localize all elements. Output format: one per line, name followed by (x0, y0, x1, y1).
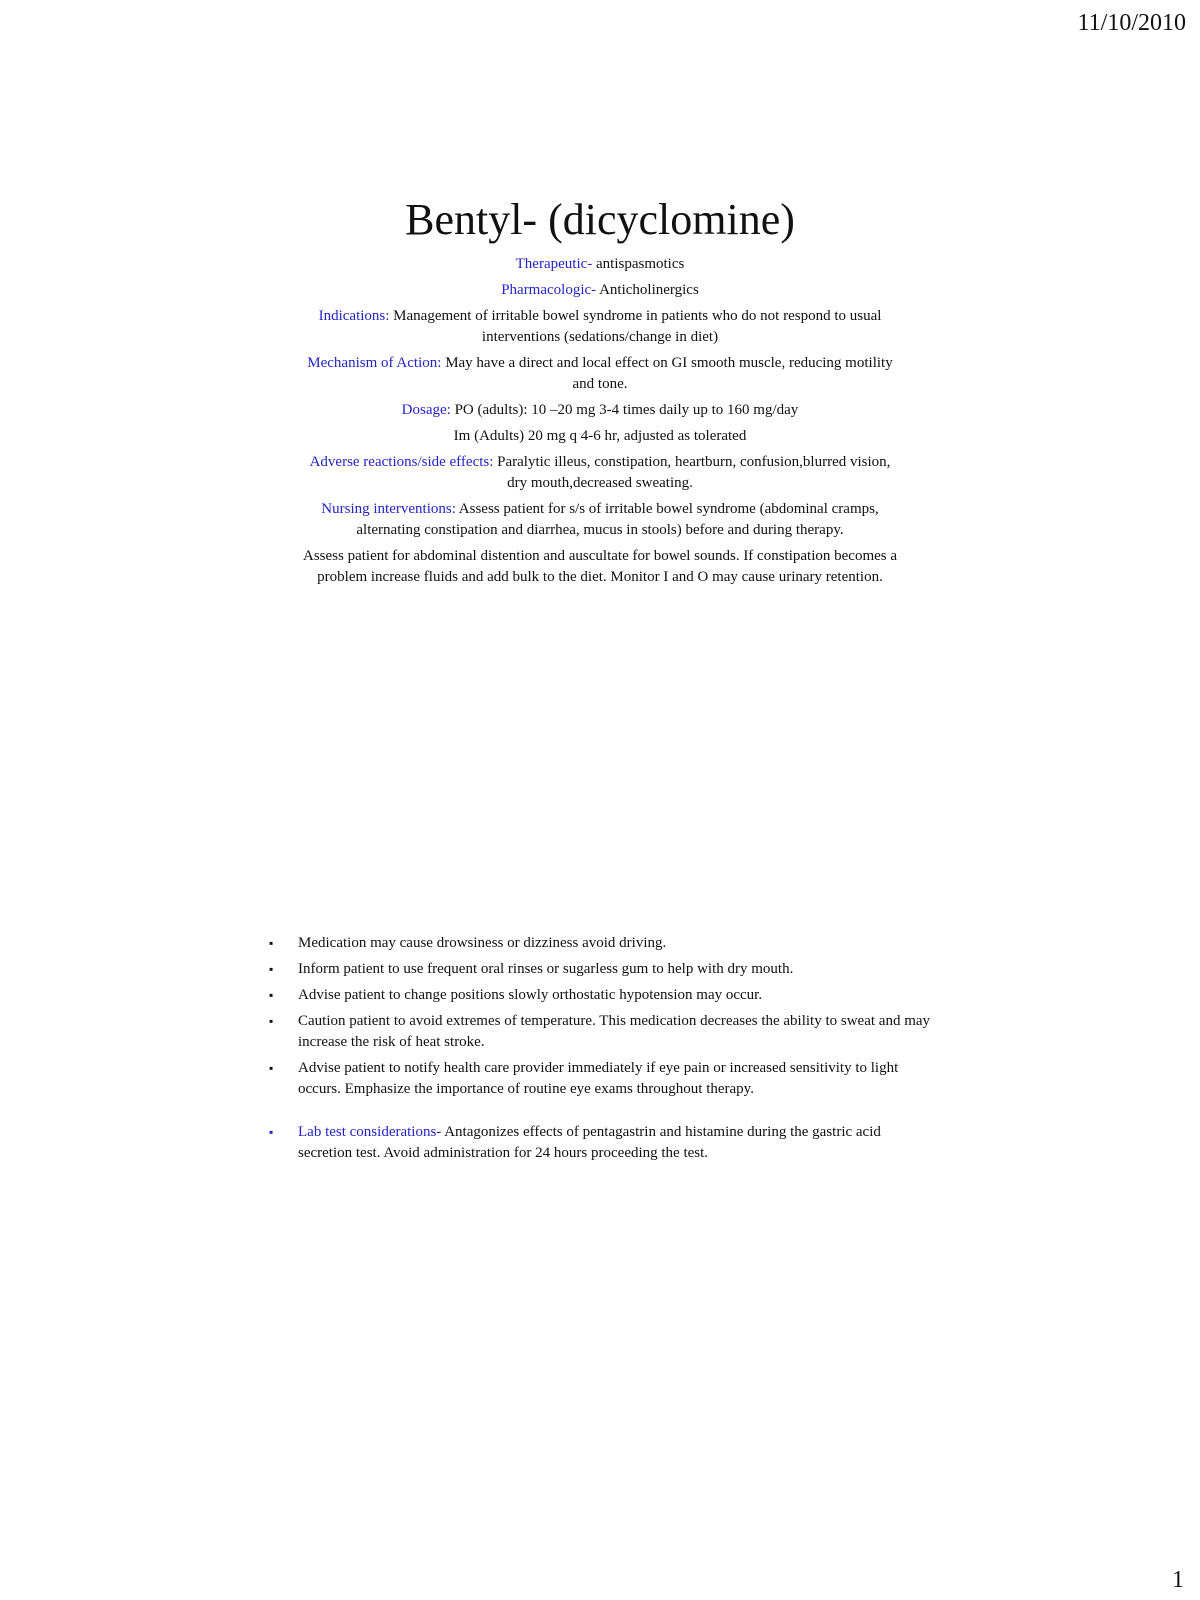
mechanism-label: Mechanism of Action: (307, 355, 442, 372)
bullet-icon: ▪ (269, 988, 274, 1002)
therapeutic-text: antispasmotics (592, 256, 685, 273)
list-item (262, 1011, 932, 1053)
adverse-text: Paralytic illeus, constipation, heartburn, confusion,blurred vision, dry mouth,decreased sweating. (493, 454, 891, 492)
assess-paragraph: Assess patient for abdominal distention and auscultate for bowel sounds. If constipation becomes a problem increase fluids and add bulk to the diet. Monitor I and O may cause urinary retention. (302, 548, 898, 586)
nursing-label: Nursing interventions: (321, 501, 456, 518)
slide-title: Bentyl- (dicyclomine) (405, 195, 795, 244)
page-date: 11/10/2010 (1077, 10, 1186, 36)
list-item (262, 1058, 932, 1100)
bullet-icon: ▪ (269, 962, 274, 976)
lab-test-item (262, 1122, 932, 1164)
list-item-text: Advise patient to notify health care provider immediately if eye pain or increased sensitivity to light occurs. Emphasize the importance of routine eye exams throughout therapy. (298, 1060, 899, 1097)
adverse-label: Adverse reactions/side effects: (309, 454, 494, 471)
adverse-paragraph (300, 452, 900, 494)
list-item-text: Inform patient to use frequent oral rinses or sugarless gum to help with dry mouth. (298, 961, 794, 977)
indications-paragraph (300, 306, 900, 348)
page-number: 1 (1172, 1567, 1184, 1593)
list-item (262, 985, 932, 1006)
list-item-text: Caution patient to avoid extremes of temperature. This medication decreases the ability to sweat and may increase the risk of heat stroke. (298, 1013, 931, 1050)
bullet-icon: ▪ (269, 1125, 274, 1139)
slide-1 (300, 196, 900, 593)
dosage-text: PO (adults): 10 –20 mg 3-4 times daily up to 160 mg/day (450, 402, 799, 419)
mechanism-text: May have a direct and local effect on GI smooth muscle, reducing motility and tone. (441, 355, 893, 393)
bullet-icon: ▪ (269, 1061, 274, 1075)
bullet-icon: ▪ (269, 1014, 274, 1028)
indications-label: Indications: (318, 308, 390, 325)
therapeutic-label: Therapeutic- (515, 256, 593, 273)
list-item-text: Advise patient to change positions slowly orthostatic hypotension may occur. (298, 987, 763, 1003)
mechanism-paragraph (300, 353, 900, 395)
pharmacologic-text: Anticholinergics (596, 282, 699, 299)
pharmacologic-line (300, 280, 900, 301)
nursing-paragraph (300, 499, 900, 541)
bullet-icon: ▪ (269, 936, 274, 950)
list-item-text: Medication may cause drowsiness or dizziness avoid driving. (298, 935, 667, 951)
bullet-list (262, 933, 932, 1164)
list-item (262, 933, 932, 954)
nursing-text: Assess patient for s/s of irritable bowel syndrome (abdominal cramps, alternating constipation and diarrhea, mucus in stools) before and during therapy. (356, 501, 879, 539)
indications-text: Management of irritable bowel syndrome in patients who do not respond to usual interventions (sedations/change in diet) (389, 308, 882, 346)
dosage-im-line: Im (Adults) 20 mg q 4-6 hr, adjusted as tolerated (453, 428, 747, 445)
slide-2 (262, 933, 932, 1169)
lab-test-text: Antagonizes effects of pentagastrin and histamine during the gastric acid secretion test. Avoid administration for 24 hours proceeding the test. (298, 1124, 881, 1161)
dosage-label: Dosage: (401, 402, 451, 419)
therapeutic-line (300, 254, 900, 275)
dosage-line (300, 400, 900, 421)
list-item (262, 959, 932, 980)
pharmacologic-label: Pharmacologic- (501, 282, 597, 299)
lab-test-label: Lab test considerations- (298, 1124, 442, 1140)
